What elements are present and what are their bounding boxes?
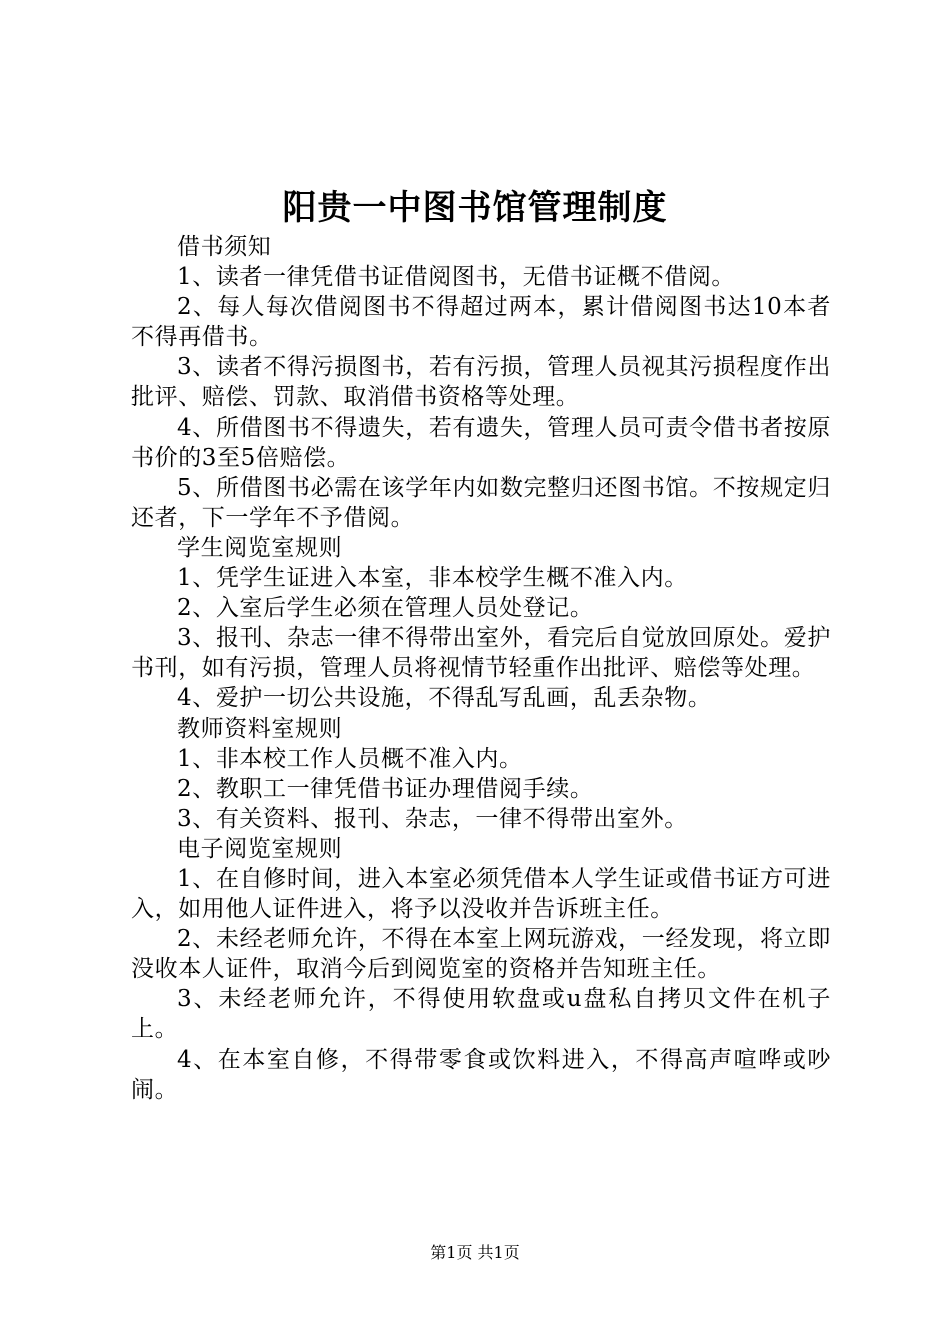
rule-item: 2、教职工一律凭借书证办理借阅手续。 — [177, 775, 594, 802]
section-heading: 教师资料室规则 — [177, 715, 343, 742]
rule-item: 5、所借图书必需在该学年内如数完整归还图书馆。不按规定归还者，下一学年不予借阅。 — [131, 474, 831, 531]
rule-item: 3、读者不得污损图书，若有污损，管理人员视其污损程度作出批评、赔偿、罚款、取消借书资格等处理。 — [131, 354, 831, 411]
rule-item: 2、每人每次借阅图书不得超过两本，累计借阅图书达10本者不得再借书。 — [131, 294, 831, 351]
rule-item: 4、所借图书不得遗失，若有遗失，管理人员可责令借书者按原书价的3至5倍赔偿。 — [131, 414, 831, 471]
rule-item: 2、入室后学生必须在管理人员处登记。 — [177, 595, 594, 622]
document-title: 阳贵一中图书馆管理制度 — [282, 188, 668, 228]
section-heading: 电子阅览室规则 — [177, 835, 343, 862]
section-heading: 学生阅览室规则 — [177, 534, 343, 561]
document-body — [131, 232, 831, 1105]
rule-item: 1、读者一律凭借书证借阅图书，无借书证概不借阅。 — [177, 264, 736, 291]
page-footer: 第1页 共1页 — [430, 1243, 520, 1262]
rule-item: 3、报刊、杂志一律不得带出室外，看完后自觉放回原处。爱护书刊，如有污损，管理人员将视情节轻重作出批评、赔偿等处理。 — [131, 625, 831, 682]
rule-item: 2、未经老师允许，不得在本室上网玩游戏，一经发现，将立即没收本人证件，取消今后到阅览室的资格并告知班主任。 — [131, 926, 831, 983]
rule-item: 3、有关资料、报刊、杂志，一律不得带出室外。 — [177, 805, 688, 832]
rule-item: 1、非本校工作人员概不准入内。 — [177, 745, 523, 772]
rule-item: 4、在本室自修，不得带零食或饮料进入，不得高声喧哗或吵闹。 — [131, 1046, 831, 1103]
rule-item: 3、未经老师允许，不得使用软盘或u盘私自拷贝文件在机子上。 — [131, 986, 831, 1043]
rule-item: 4、爱护一切公共设施，不得乱写乱画，乱丢杂物。 — [177, 685, 712, 712]
rule-item: 1、在自修时间，进入本室必须凭借本人学生证或借书证方可进入，如用他人证件进入，将予以没收并告诉班主任。 — [131, 865, 831, 923]
section-heading: 借书须知 — [177, 234, 272, 260]
rule-item: 1、凭学生证进入本室，非本校学生概不准入内。 — [177, 565, 688, 592]
